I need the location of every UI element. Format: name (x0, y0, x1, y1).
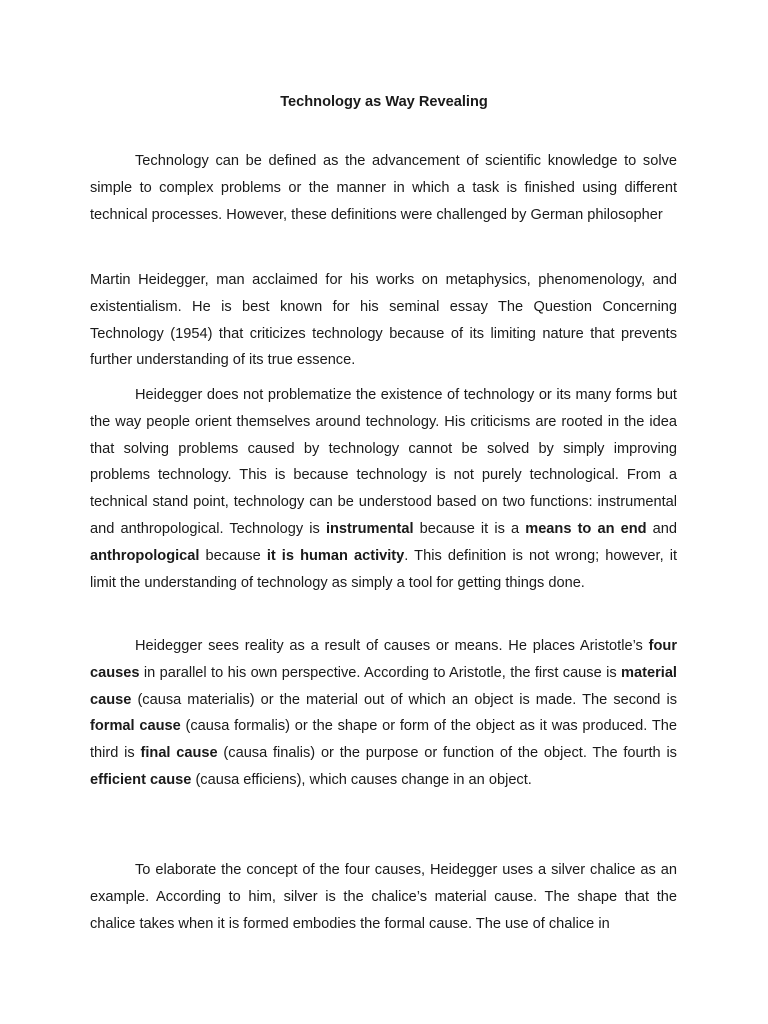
bold-term-human-activity: it is human activity (266, 547, 405, 564)
paragraph-text: (causa finalis) or the purpose or function of the object. The fourth is (217, 745, 677, 762)
paragraph-heidegger-criticism (90, 382, 677, 596)
paragraph-text: (causa materialis) or the material out of which an object is made. The second is (131, 691, 677, 708)
paragraph-silver-chalice (90, 857, 677, 960)
paragraph-text: because (199, 547, 267, 564)
bold-term-means-to-an-end: means to an end (525, 520, 647, 537)
paragraph-text: because it is a (413, 520, 526, 537)
bold-term-instrumental: instrumental (325, 520, 414, 537)
paragraph-text: in parallel to his own perspective. According to Aristotle, the first cause is (139, 664, 622, 681)
paragraph-text: (causa formalis) or the shape or form of the object as it was produced. The third is (90, 718, 677, 762)
paragraph-martin-heidegger (90, 267, 677, 374)
paragraph-text: (causa efficiens), which causes change in an object. (191, 771, 532, 788)
bold-term-four-causes: four causes (90, 638, 677, 681)
bold-term-material-cause: material cause (90, 664, 677, 708)
paragraph-technology-definition (90, 148, 677, 228)
bold-term-efficient-cause: efficient cause (90, 771, 192, 788)
paragraph-four-causes (90, 633, 677, 794)
paragraph-text: Technology can be defined as the advancement of scientific knowledge to solve simple to complex problems or the manner in which a task is finished using different technical processes. However, these definitions were challenged by German philosopher (90, 153, 677, 223)
paragraph-text: Martin Heidegger, man acclaimed for his works on metaphysics, phenomenology, and existentialism. He is best known for his seminal essay The Question Concerning Technology (1954) that criticizes technology because of its limiting nature that prevents further understanding of its true essence. (90, 272, 677, 369)
bold-term-formal-cause: formal cause (90, 718, 181, 735)
document-title: Technology as Way Revealing (280, 94, 488, 110)
paragraph-text: Heidegger does not problematize the existence of technology or its many forms but the way people orient themselves around technology. His criticisms are rooted in the idea that solving problems caused by technology cannot be solved by simply improving problems technology. This is because technology is not purely technological. From a technical stand point, technology can be understood based on two functions: instrumental and anthropological. Technology is (90, 387, 677, 537)
bold-term-final-cause: final cause (140, 745, 218, 762)
paragraph-text: To elaborate the concept of the four causes, Heidegger uses a silver chalice as an example. According to him, silver is the chalice’s material cause. The shape that the chalice takes when it is formed embodies the formal cause. The use of chalice in (90, 862, 677, 932)
bold-term-anthropological: anthropological (90, 547, 200, 564)
paragraph-text: and (646, 520, 678, 537)
paragraph-text: . This definition is not wrong; however, it limit the understanding of technology as simply a tool for getting things done. (90, 547, 678, 591)
paragraph-text: Heidegger sees reality as a result of causes or means. He places Aristotle’s (135, 638, 649, 654)
